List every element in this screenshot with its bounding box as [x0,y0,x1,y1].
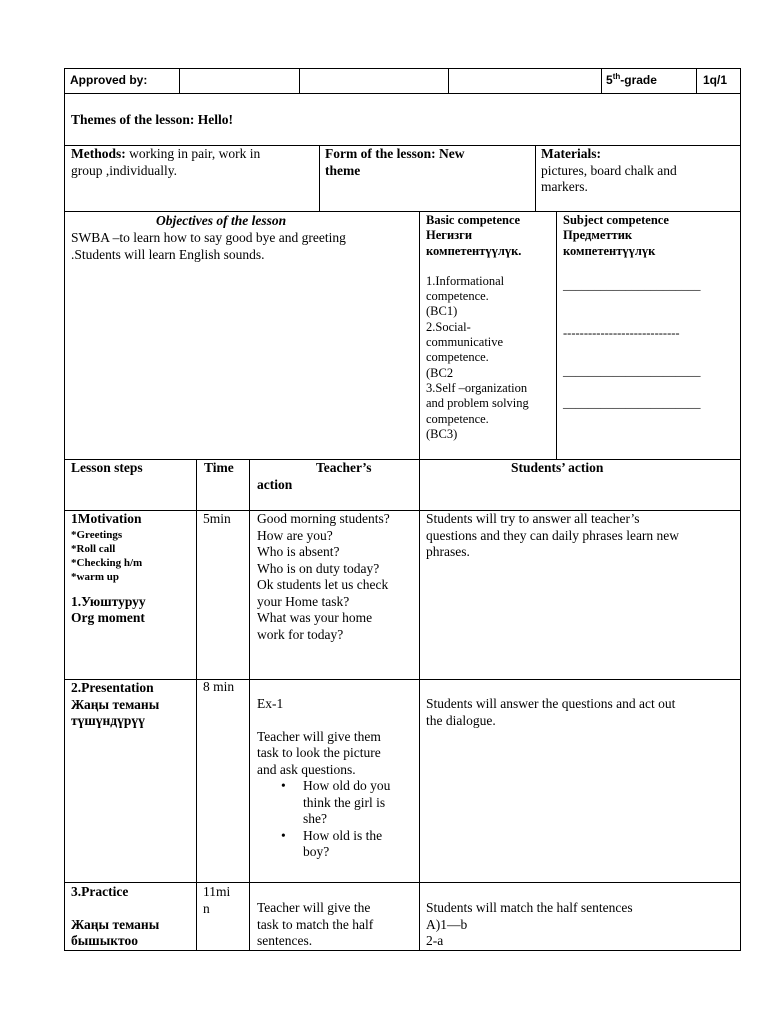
practice-step-cell [71,884,159,950]
basic-competence-title-ky-2: компетентүүлүк. [426,243,522,258]
col-divider [419,459,420,951]
basic-competence-line: competence. [426,289,489,304]
motivation-step-cell [71,511,146,627]
row-divider [64,211,741,212]
students-line: 2-a [426,933,444,948]
teacher-line: Teacher will give the [257,900,371,915]
motivation-sub: *warm up [71,570,119,583]
motivation-sub: *Greetings [71,528,123,541]
teacher-action-header-1: Teacher’s [316,460,372,475]
students-line: Students will answer the questions and act out [426,696,676,711]
motivation-ky-title: 1.Уюштуруу [71,593,146,609]
theme-label: Themes of the lesson: [71,112,198,127]
question-item [257,828,390,861]
col-divider [419,211,420,459]
form-line-2: theme [325,162,361,178]
basic-competence-line: (BC3) [426,426,458,441]
basic-competence-line: communicative [426,335,504,350]
methods-line-1 [71,146,260,163]
basic-competence-line: and problem solving [426,396,529,411]
question-line: • How old do you [303,778,391,793]
motivation-ky-subtitle: Org moment [71,610,145,625]
students-line: A)1—b [426,916,468,932]
students-action-header: Students’ action [511,460,604,475]
methods-cell [71,146,260,179]
lesson-steps-header: Lesson steps [71,460,143,475]
methods-value: working in pair, work in [125,146,261,161]
lesson-code: 1q/1 [703,73,728,87]
motivation-title: 1Motivation [71,511,142,526]
teacher-line: task to look the picture [257,745,381,760]
teacher-line: Who is on duty today? [257,560,380,576]
students-line: Students will match the half sentences [426,900,633,915]
subject-competence-title-ky: Предметтик [563,228,633,243]
col-divider [448,68,449,93]
methods-line-2: group ,individually. [71,162,177,178]
subject-blank-2: ---------------------------- [563,326,680,340]
teacher-line: How are you? [257,527,333,543]
basic-competence-line: competence. [426,350,489,365]
form-line-1: Form of the lesson: New [325,146,465,161]
materials-label: Materials: [541,146,601,161]
students-line: the dialogue. [426,712,496,728]
students-line: questions and they can daily phrases learn new [426,527,680,543]
practice-time-line-1: 11mi [203,884,231,899]
motivation-sub: *Checking h/m [71,556,143,569]
basic-competence-line: 3.Self –organization [426,380,528,395]
col-divider [535,145,536,211]
basic-competence-line: 2.Social- [426,319,471,334]
teacher-line: work for today? [257,626,344,642]
materials-cell [541,146,677,196]
col-divider [601,68,602,93]
presentation-title: 2.Presentation [71,680,154,695]
teacher-line: sentences. [257,933,313,948]
teacher-line: Teacher will give them [257,728,381,744]
materials-line-1: pictures, board chalk and [541,162,677,178]
teacher-line: Ok students let us check [257,577,389,592]
practice-time [203,884,230,917]
teacher-action-header-2: action [257,477,293,492]
question-line: boy? [303,844,330,859]
basic-competence-line: (BC2 [426,365,454,380]
objectives-title: Objectives of the lesson [156,213,287,228]
grade-label [606,72,657,89]
basic-competence-cell [426,213,529,442]
presentation-time: 8 min [203,679,235,694]
motivation-teacher-cell [257,511,390,643]
practice-ky-2: бышыктоо [71,933,138,948]
form-cell [325,146,464,179]
grade-suffix: th [612,72,621,81]
practice-teacher-cell [257,900,373,950]
subject-blank-4: ______________________ [563,396,701,410]
subject-competence-cell [563,213,669,259]
theme-value: Hello! [197,112,233,127]
col-divider [179,68,180,93]
row-divider [64,459,741,460]
practice-time-line-2: n [203,900,210,916]
basic-competence-line: (BC1) [426,304,458,319]
col-divider [299,68,300,93]
subject-competence-title: Subject competence [563,213,669,227]
motivation-time: 5min [203,511,231,526]
question-line: think the girl is [303,794,386,810]
col-divider [249,459,250,951]
practice-ky-1: Жаңы теманы [71,916,160,932]
question-list [257,778,390,861]
grade-text: -grade [620,73,657,87]
materials-line-2: markers. [541,179,588,194]
lesson-theme [71,112,233,129]
basic-competence-title-ky: Негизги [426,228,473,243]
subject-blank-3: ______________________ [563,364,701,378]
teacher-line: and ask questions. [257,761,356,777]
col-divider [556,211,557,459]
subject-competence-title-ky-2: компетентүүлүк [563,243,656,258]
teacher-line: task to match the half [257,916,374,932]
col-divider [696,68,697,93]
teacher-line: Who is absent? [257,544,340,559]
students-line: Students will try to answer all teacher’s [426,511,640,526]
time-header: Time [204,460,234,475]
objectives-line-2: .Students will learn English sounds. [71,246,265,262]
grade-number: 5 [606,73,613,87]
motivation-sub: *Roll call [71,542,116,555]
row-divider [64,93,741,94]
objectives-line-1: SWBA –to learn how to say good bye and greeting [71,230,346,245]
row-divider [64,882,741,883]
teacher-line: your Home task? [257,593,350,609]
col-divider [319,145,320,211]
col-divider [196,459,197,951]
question-item [257,778,390,828]
students-line: phrases. [426,544,470,559]
basic-competence-title: Basic competence [426,213,521,227]
presentation-step-cell [71,680,159,730]
question-line: • How old is the [303,827,383,843]
methods-label: Methods: [71,146,126,161]
question-line: she? [303,811,327,826]
teacher-line: Good morning students? [257,511,390,526]
row-divider [64,679,741,680]
basic-competence-line: competence. [426,411,489,426]
motivation-students-cell [426,511,679,561]
objectives-text [71,230,346,263]
practice-title: 3.Practice [71,884,129,899]
approved-by-label: Approved by: [70,73,148,87]
presentation-ky-2: түшүндүрүү [71,713,145,728]
exercise-label: Ex-1 [257,696,284,711]
presentation-teacher-cell [257,696,390,861]
subject-blank-1: ______________________ [563,278,701,292]
teacher-line: What was your home [257,610,373,625]
presentation-ky-1: Жаңы теманы [71,696,160,712]
basic-competence-line: 1.Informational [426,273,505,288]
practice-students-cell [426,900,633,950]
presentation-students-cell [426,696,675,729]
